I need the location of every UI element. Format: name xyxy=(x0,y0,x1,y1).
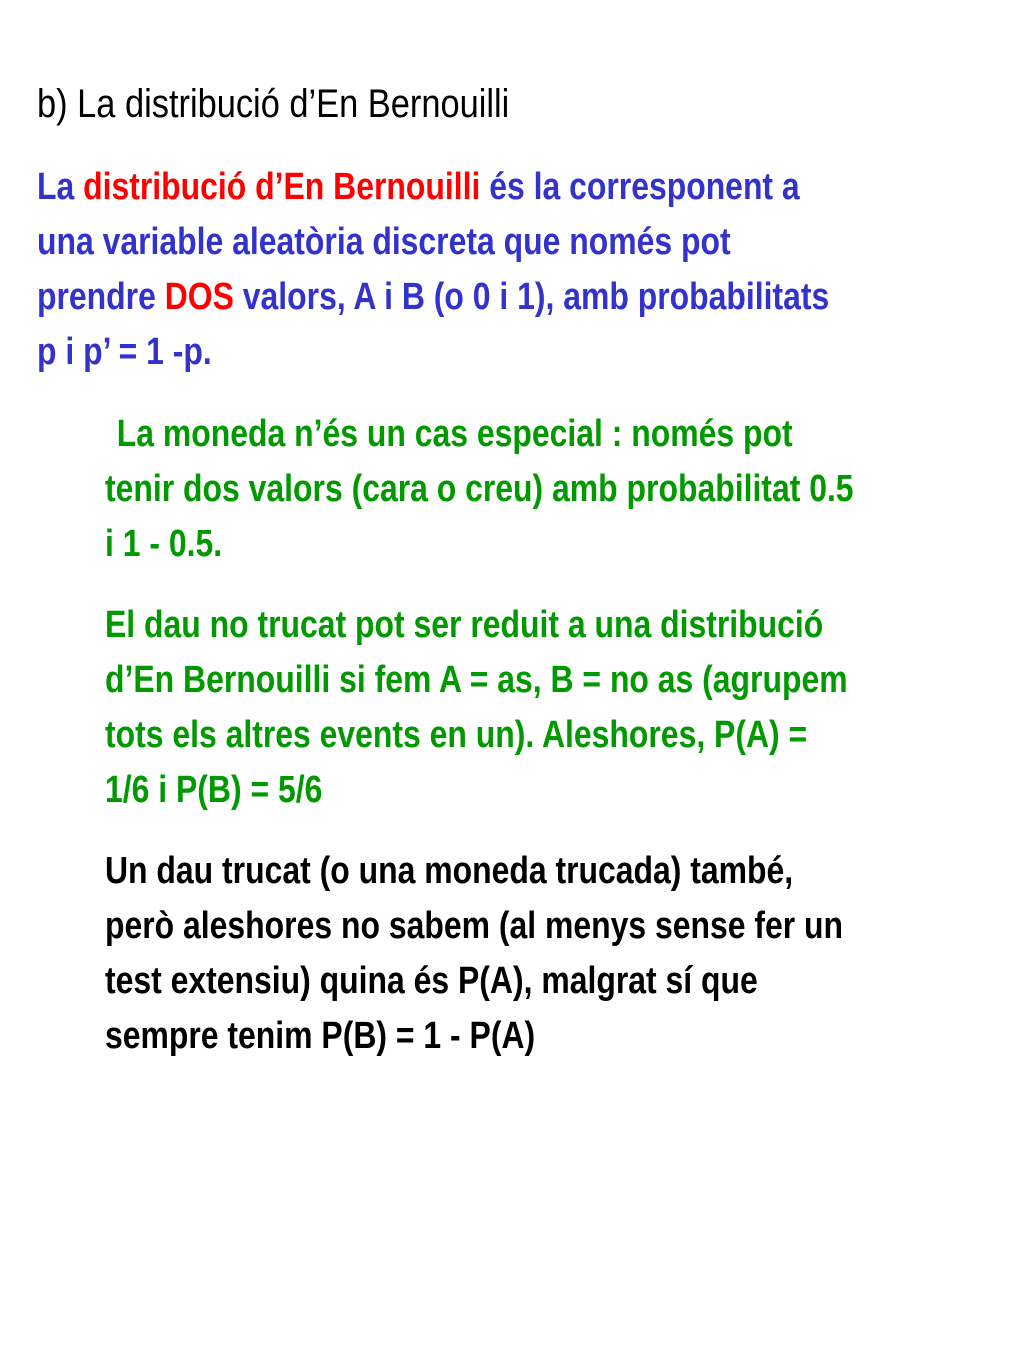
die-line-4: 1/6 i P(B) = 5/6 xyxy=(105,769,323,811)
die-line-3: tots els altres events en un). Aleshores, P(A) = xyxy=(105,714,808,756)
intro-line-4: p i p’ = 1 -p. xyxy=(37,331,212,373)
dos-term: DOS xyxy=(164,276,234,318)
coin-paragraph xyxy=(105,407,995,572)
intro-line-1 xyxy=(37,160,1003,215)
loaded-line-3: test extensiu) quina és P(A), malgrat sí que xyxy=(105,960,758,1002)
loaded-die-paragraph xyxy=(105,844,995,1064)
bernouilli-term: distribució d’En Bernouilli xyxy=(83,166,481,208)
die-line-1: El dau no trucat pot ser reduit a una distribució xyxy=(105,604,824,646)
loaded-line-2: però aleshores no sabem (al menys sense fer un xyxy=(105,905,844,947)
coin-line-3: i 1 - 0.5. xyxy=(105,523,223,565)
intro-paragraph xyxy=(37,160,1003,380)
intro-line-3 xyxy=(37,270,1003,325)
slide-title: b) La distribució d’En Bernouilli xyxy=(37,82,510,126)
coin-line-2: tenir dos valors (cara o creu) amb probabilitat 0.5 xyxy=(105,468,854,510)
intro-line-2: una variable aleatòria discreta que només pot xyxy=(37,221,731,263)
loaded-line-1: Un dau trucat (o una moneda trucada) també, xyxy=(105,850,794,892)
coin-line-1-text: La moneda n’és un cas especial : només pot xyxy=(116,413,793,455)
intro-line-1-end: és la corresponent a xyxy=(480,166,800,208)
coin-line-1 xyxy=(105,407,995,462)
intro-line-3-end: valors, A i B (o 0 i 1), amb probabilitats xyxy=(233,276,830,318)
die-paragraph xyxy=(105,598,995,818)
intro-line-1-start: La xyxy=(37,166,84,208)
intro-line-3-start: prendre xyxy=(37,276,165,318)
die-line-2: d’En Bernouilli si fem A = as, B = no as (agrupem xyxy=(105,659,848,701)
loaded-line-4: sempre tenim P(B) = 1 - P(A) xyxy=(105,1015,536,1057)
